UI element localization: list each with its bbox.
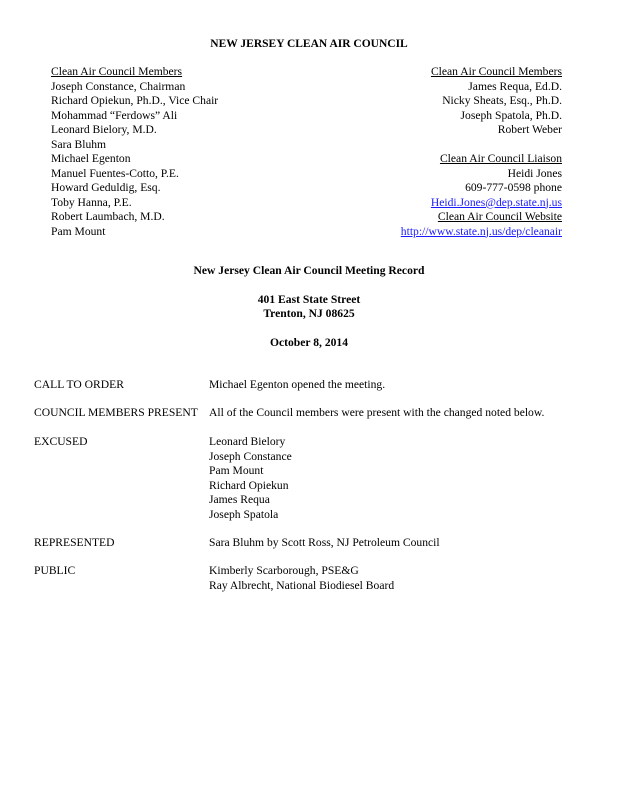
section-label: CALL TO ORDER [34,378,124,391]
excused-name: Joseph Spatola [209,507,279,521]
document-title: NEW JERSEY CLEAN AIR COUNCIL [210,38,408,50]
excused-name: Joseph Constance [209,449,292,463]
meeting-date: October 8, 2014 [269,336,349,349]
left-members-heading: Clean Air Council Members [51,65,183,78]
member-name: Richard Opiekun, Ph.D., Vice Chair [51,94,219,107]
member-name: Manuel Fuentes-Cotto, P.E. [51,166,179,180]
liaison-email-link[interactable]: Heidi.Jones@dep.state.nj.us [430,195,562,209]
website-heading: Clean Air Council Website [437,210,562,223]
member-name: Nicky Sheats, Esq., Ph.D. [442,94,562,107]
liaison-name: Heidi Jones [507,166,562,180]
member-name: Michael Egenton [51,152,131,165]
member-name: Robert Weber [497,123,562,136]
excused-name: Pam Mount [209,464,264,477]
excused-name: James Requa [209,493,270,506]
right-members-heading: Clean Air Council Members [430,65,562,78]
member-name: Joseph Constance, Chairman [51,79,186,93]
section-label: EXCUSED [34,435,88,448]
member-name: James Requa, Ed.D. [468,79,562,93]
excused-name: Richard Opiekun [209,478,289,492]
section-label: COUNCIL MEMBERS PRESENT [34,406,198,419]
liaison-heading: Clean Air Council Liaison [439,152,562,165]
member-name: Mohammad “Ferdows” Ali [51,108,178,122]
member-name: Toby Hanna, P.E. [51,195,132,209]
section-label: PUBLIC [34,564,76,577]
public-name: Kimberly Scarborough, PSE&G [209,564,359,577]
left-member-column [51,65,311,239]
member-name: Howard Geduldig, Esq. [51,181,161,194]
member-name: Sara Bluhm [51,137,107,151]
member-name: Robert Laumbach, M.D. [51,210,165,223]
member-name: Leonard Bielory, M.D. [51,123,157,136]
member-name: Pam Mount [51,224,106,238]
member-name: Joseph Spatola, Ph.D. [460,108,562,122]
address-line-1: 401 East State Street [257,293,361,306]
website-link[interactable]: http://www.state.nj.us/dep/cleanair [400,224,562,238]
address-line-2: Trenton, NJ 08625 [263,307,355,320]
meeting-record-title: New Jersey Clean Air Council Meeting Record [193,264,425,277]
section-value: Sara Bluhm by Scott Ross, NJ Petroleum Council [209,536,440,549]
public-name: Ray Albrecht, National Biodiesel Board [209,578,395,592]
section-value: All of the Council members were present with the changed noted below. [209,406,545,419]
excused-list [209,435,292,522]
liaison-phone: 609-777-0598 phone [465,181,562,194]
section-value: Michael Egenton opened the meeting. [209,378,386,391]
section-label: REPRESENTED [34,536,115,549]
excused-name: Leonard Bielory [209,435,286,448]
right-member-column [302,65,562,239]
public-list [209,564,394,593]
